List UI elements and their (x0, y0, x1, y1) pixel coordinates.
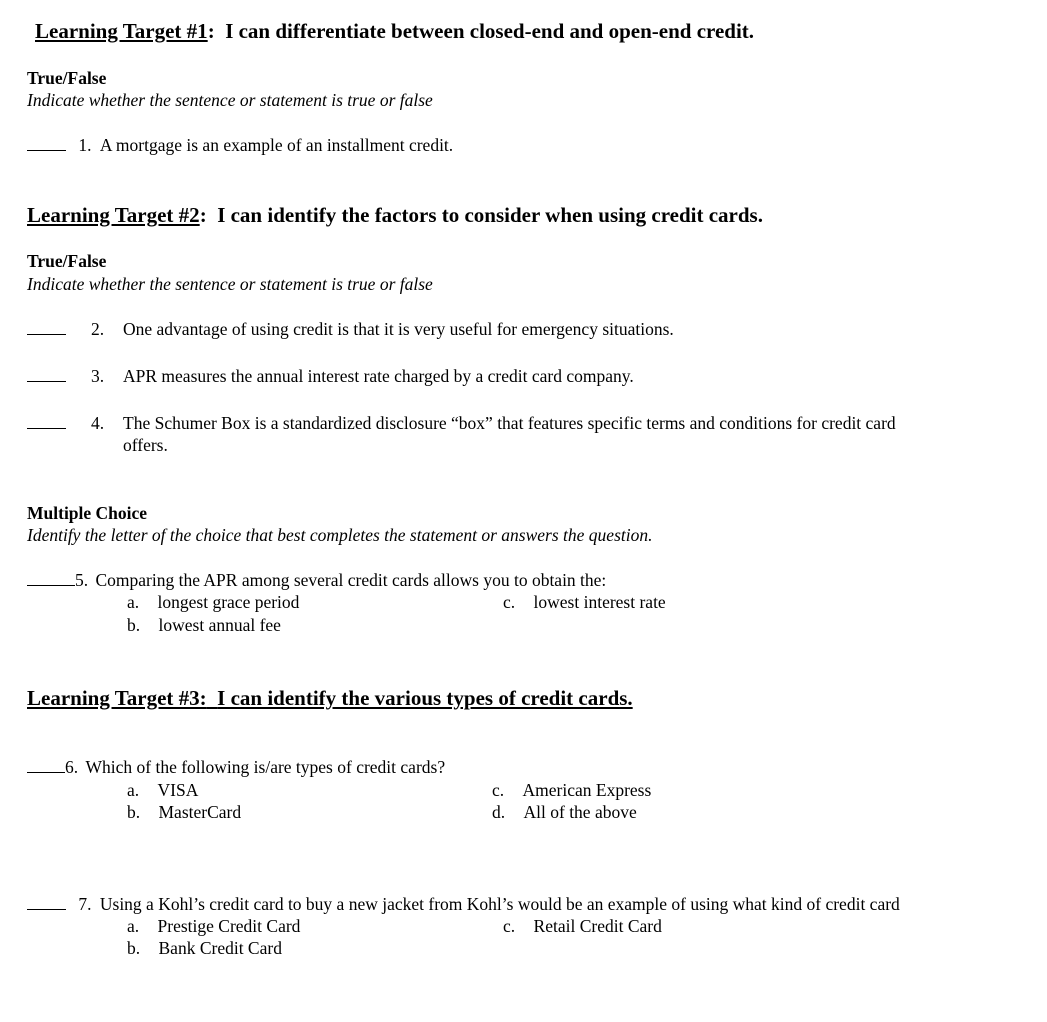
option-text: Prestige Credit Card (157, 916, 301, 936)
option-letter: b. (127, 615, 141, 635)
option-text: All of the above (523, 802, 637, 822)
question-6-option-d[interactable] (492, 802, 637, 823)
learning-target-3-text: I can identify the various types of credit cards. (217, 686, 633, 710)
question-1 (27, 135, 453, 156)
question-6-option-c[interactable] (492, 780, 651, 801)
learning-target-3-label: Learning Target #3: (27, 686, 207, 710)
question-6-text: Which of the following is/are types of credit cards? (85, 757, 446, 777)
option-text: American Express (522, 780, 652, 800)
answer-blank-2[interactable] (27, 333, 66, 335)
question-3 (27, 366, 634, 387)
option-letter: a. (127, 780, 140, 800)
option-text: lowest annual fee (158, 615, 281, 635)
mc-instructions: Identify the letter of the choice that best completes the statement or answers the question. (27, 525, 653, 545)
question-6-option-a[interactable] (127, 780, 198, 801)
option-text: lowest interest rate (533, 592, 666, 612)
option-text: Retail Credit Card (533, 916, 662, 936)
question-2-number: 2. (91, 319, 105, 339)
question-4-number: 4. (91, 413, 105, 433)
question-6-number: 6. (65, 757, 79, 777)
tf1-heading: True/False (27, 68, 107, 88)
answer-blank-4[interactable] (27, 427, 66, 429)
question-6-option-b[interactable] (127, 802, 241, 823)
tf2-instructions: Indicate whether the sentence or statement is true or false (27, 274, 433, 294)
question-4 (27, 413, 1027, 457)
question-2-text: One advantage of using credit is that it is very useful for emergency situations. (123, 319, 674, 339)
learning-target-2-text: I can identify the factors to consider when using credit cards. (217, 203, 763, 227)
mc-heading: Multiple Choice (27, 503, 148, 523)
learning-target-1-text: I can differentiate between closed-end and open-end credit. (225, 19, 755, 43)
answer-blank-1[interactable] (27, 149, 66, 151)
question-1-text: A mortgage is an example of an installment credit. (99, 135, 454, 155)
question-4-text-line-2: offers. (123, 435, 168, 455)
question-7 (27, 894, 1037, 964)
question-5-option-c[interactable] (503, 592, 666, 613)
learning-target-1: Learning Target #1: I can differentiate between closed-end and open-end credit. (35, 19, 755, 43)
learning-target-3 (27, 686, 633, 711)
question-5-number: 5. (75, 570, 89, 590)
question-3-number: 3. (91, 366, 105, 386)
answer-blank-5[interactable] (27, 584, 75, 586)
question-7-text: Using a Kohl’s credit card to buy a new jacket from Kohl’s would be an example of using what kind of credit card (99, 894, 900, 914)
option-letter: b. (127, 938, 141, 958)
question-3-text: APR measures the annual interest rate charged by a credit card company. (123, 366, 634, 386)
option-text: VISA (157, 780, 199, 800)
question-5-option-a[interactable] (127, 592, 299, 613)
question-1-number: 1. (78, 135, 92, 155)
option-letter: a. (127, 592, 140, 612)
tf2-heading: True/False (27, 251, 107, 271)
question-2 (27, 319, 674, 340)
question-5-option-b[interactable] (127, 615, 281, 636)
question-5 (27, 570, 1027, 640)
option-text: longest grace period (157, 592, 300, 612)
question-5-text: Comparing the APR among several credit cards allows you to obtain the: (95, 570, 607, 590)
question-7-option-b[interactable] (127, 938, 282, 959)
answer-blank-7[interactable] (27, 908, 66, 910)
option-letter: a. (127, 916, 140, 936)
option-letter: c. (503, 592, 516, 612)
answer-blank-3[interactable] (27, 380, 66, 382)
question-4-text-line-1: The Schumer Box is a standardized disclosure “box” that features specific terms and conditions for credit card (123, 413, 896, 433)
option-letter: b. (127, 802, 141, 822)
option-letter: c. (492, 780, 505, 800)
option-letter: c. (503, 916, 516, 936)
answer-blank-6[interactable] (27, 771, 65, 773)
question-6 (27, 757, 1027, 827)
option-text: Bank Credit Card (158, 938, 282, 958)
question-7-option-a[interactable] (127, 916, 300, 937)
learning-target-1-label: Learning Target #1 (35, 19, 208, 43)
learning-target-2: Learning Target #2: I can identify the factors to consider when using credit cards. (27, 203, 763, 227)
question-7-option-c[interactable] (503, 916, 662, 937)
question-7-number: 7. (78, 894, 92, 914)
option-letter: d. (492, 802, 506, 822)
learning-target-2-label: Learning Target #2 (27, 203, 200, 227)
option-text: MasterCard (158, 802, 242, 822)
tf1-instructions: Indicate whether the sentence or statement is true or false (27, 90, 433, 110)
